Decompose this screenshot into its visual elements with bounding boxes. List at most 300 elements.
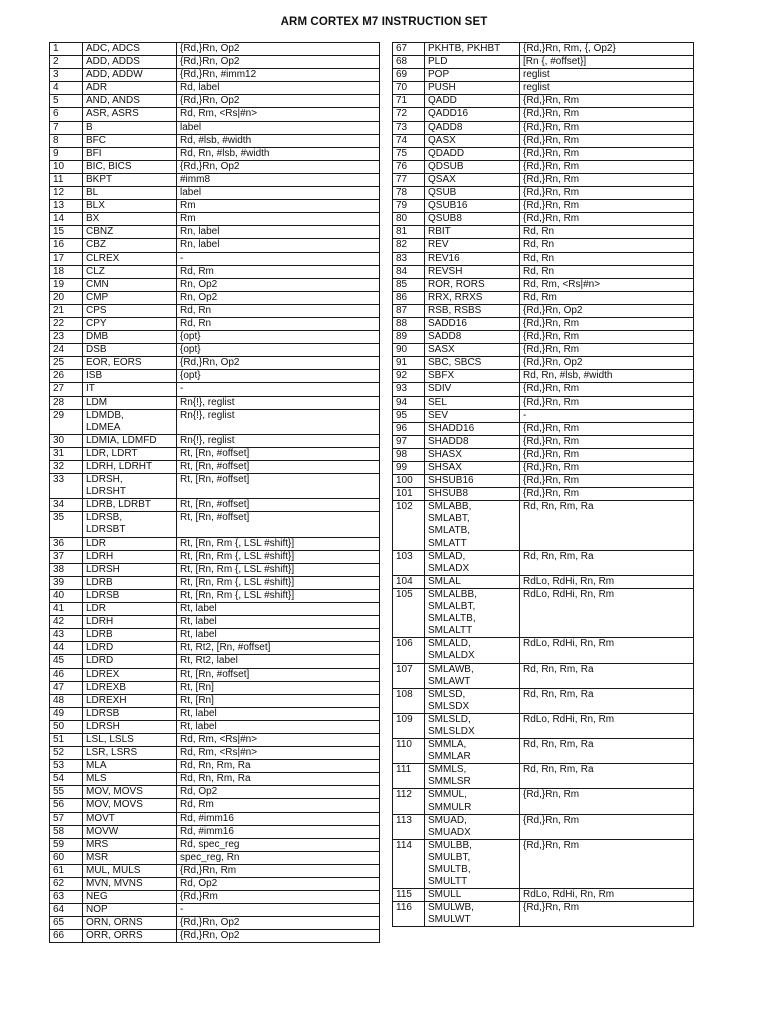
instruction-number: 7 [50, 121, 83, 134]
instruction-mnemonic: ADR [83, 82, 177, 95]
table-row [393, 357, 694, 370]
instruction-operands: {Rd,}Rn, Op2 [177, 95, 380, 108]
instruction-operands: Rd, Rn, Rm, Ra [520, 550, 694, 575]
instruction-number: 104 [393, 575, 425, 588]
instruction-mnemonic: MLS [83, 773, 177, 786]
instruction-number: 100 [393, 475, 425, 488]
instruction-mnemonic: SHADD8 [425, 435, 520, 448]
instruction-number: 2 [50, 56, 83, 69]
instruction-number: 98 [393, 448, 425, 461]
instruction-mnemonic: LSR, LSRS [83, 747, 177, 760]
table-row [50, 655, 380, 668]
instruction-number: 29 [50, 409, 83, 434]
instruction-table-left-body [50, 43, 380, 943]
instruction-number: 27 [50, 383, 83, 396]
instruction-operands: Rd, Rm, <Rs|#n> [177, 733, 380, 746]
instruction-number: 95 [393, 409, 425, 422]
table-row [50, 396, 380, 409]
table-row [393, 814, 694, 839]
table-row [393, 501, 694, 550]
instruction-number: 92 [393, 370, 425, 383]
table-row [393, 889, 694, 902]
instruction-number: 43 [50, 629, 83, 642]
instruction-number: 57 [50, 812, 83, 825]
table-row [393, 95, 694, 108]
instruction-operands: Rt, label [177, 616, 380, 629]
table-row [50, 344, 380, 357]
table-row [50, 121, 380, 134]
table-row [50, 409, 380, 434]
instruction-mnemonic: QDADD [425, 147, 520, 160]
table-row [50, 265, 380, 278]
instruction-operands: {Rd,}Rn, Rm [520, 488, 694, 501]
instruction-operands: Rn{!}, reglist [177, 396, 380, 409]
table-row [393, 638, 694, 663]
instruction-mnemonic: MSR [83, 851, 177, 864]
instruction-operands: {Rd,}Rn, Rm [520, 814, 694, 839]
instruction-mnemonic: IT [83, 383, 177, 396]
instruction-operands: Rt, [Rn] [177, 681, 380, 694]
instruction-number: 25 [50, 357, 83, 370]
instruction-operands: reglist [520, 69, 694, 82]
instruction-mnemonic: LDRSH, LDRSHT [83, 474, 177, 499]
table-row [393, 550, 694, 575]
instruction-mnemonic: LSL, LSLS [83, 733, 177, 746]
table-row [393, 252, 694, 265]
table-row [393, 108, 694, 121]
table-row [50, 82, 380, 95]
instruction-operands: {opt} [177, 344, 380, 357]
instruction-mnemonic: SHASX [425, 448, 520, 461]
table-row [393, 764, 694, 789]
table-row [393, 575, 694, 588]
instruction-operands: Rd, Rn, Rm, Ra [520, 688, 694, 713]
instruction-mnemonic: SMMLS, SMMLSR [425, 764, 520, 789]
instruction-number: 76 [393, 160, 425, 173]
instruction-number: 20 [50, 291, 83, 304]
instruction-mnemonic: SHSUB8 [425, 488, 520, 501]
instruction-mnemonic: SDIV [425, 383, 520, 396]
instruction-number: 41 [50, 603, 83, 616]
instruction-mnemonic: SMLALBB, SMLALBT, SMLALTB, SMLALTT [425, 588, 520, 637]
instruction-operands: RdLo, RdHi, Rn, Rm [520, 889, 694, 902]
instruction-mnemonic: SMMLA, SMMLAR [425, 739, 520, 764]
instruction-number: 23 [50, 331, 83, 344]
instruction-operands: {Rd,}Rn, Rm [520, 317, 694, 330]
instruction-number: 36 [50, 537, 83, 550]
instruction-operands: {Rd,}Rn, Rm [520, 108, 694, 121]
instruction-mnemonic: LDRSB [83, 707, 177, 720]
instruction-number: 1 [50, 43, 83, 56]
instruction-mnemonic: PLD [425, 56, 520, 69]
instruction-mnemonic: REV [425, 239, 520, 252]
instruction-number: 77 [393, 173, 425, 186]
instruction-number: 91 [393, 357, 425, 370]
instruction-mnemonic: QADD8 [425, 121, 520, 134]
instruction-number: 88 [393, 317, 425, 330]
instruction-mnemonic: BFC [83, 134, 177, 147]
table-row [50, 589, 380, 602]
instruction-operands: {Rd,}Rn, Op2 [177, 917, 380, 930]
table-row [50, 603, 380, 616]
instruction-mnemonic: REV16 [425, 252, 520, 265]
instruction-operands: Rd, #imm16 [177, 825, 380, 838]
instruction-operands: Rt, label [177, 720, 380, 733]
table-row [393, 173, 694, 186]
instruction-number: 38 [50, 563, 83, 576]
instruction-operands: {Rd,}Rn, #imm12 [177, 69, 380, 82]
instruction-operands: Rd, #lsb, #width [177, 134, 380, 147]
instruction-number: 96 [393, 422, 425, 435]
instruction-number: 83 [393, 252, 425, 265]
instruction-operands: Rt, [Rn, Rm {, LSL #shift}] [177, 563, 380, 576]
instruction-mnemonic: ADD, ADDS [83, 56, 177, 69]
instruction-table-right [392, 42, 694, 927]
instruction-number: 109 [393, 713, 425, 738]
instruction-mnemonic: LDRSH [83, 563, 177, 576]
instruction-operands: - [177, 252, 380, 265]
instruction-mnemonic: SEL [425, 396, 520, 409]
instruction-operands: Rd, Rm, <Rs|#n> [177, 747, 380, 760]
table-row [393, 187, 694, 200]
instruction-operands: Rt, [Rn, Rm {, LSL #shift}] [177, 576, 380, 589]
table-row [50, 134, 380, 147]
instruction-operands: {Rd,}Rn, Rm [520, 95, 694, 108]
table-row [50, 747, 380, 760]
table-row [50, 331, 380, 344]
instruction-operands: Rt, [Rn, #offset] [177, 447, 380, 460]
instruction-mnemonic: LDRB [83, 629, 177, 642]
instruction-operands: Rd, Rm [520, 291, 694, 304]
instruction-number: 42 [50, 616, 83, 629]
table-row [50, 461, 380, 474]
instruction-operands: {Rd,}Rn, Rm [520, 789, 694, 814]
instruction-operands: {Rd,}Rn, Rm [520, 396, 694, 409]
instruction-operands: Rd, Rn, #lsb, #width [177, 147, 380, 160]
instruction-number: 39 [50, 576, 83, 589]
instruction-number: 26 [50, 370, 83, 383]
instruction-number: 80 [393, 213, 425, 226]
instruction-mnemonic: BLX [83, 200, 177, 213]
instruction-operands: Rt, label [177, 629, 380, 642]
instruction-operands: RdLo, RdHi, Rn, Rm [520, 638, 694, 663]
instruction-mnemonic: MOVW [83, 825, 177, 838]
table-row [393, 370, 694, 383]
instruction-number: 64 [50, 904, 83, 917]
instruction-mnemonic: LDREX [83, 668, 177, 681]
instruction-number: 74 [393, 134, 425, 147]
table-row [50, 56, 380, 69]
instruction-mnemonic: QSUB8 [425, 213, 520, 226]
instruction-mnemonic: B [83, 121, 177, 134]
instruction-operands: {Rd,}Rn, Rm [520, 448, 694, 461]
instruction-operands: Rt, Rt2, [Rn, #offset] [177, 642, 380, 655]
table-row [50, 917, 380, 930]
table-row [393, 839, 694, 888]
instruction-mnemonic: BIC, BICS [83, 160, 177, 173]
table-row [50, 160, 380, 173]
instruction-mnemonic: DSB [83, 344, 177, 357]
instruction-mnemonic: QSAX [425, 173, 520, 186]
instruction-operands: {opt} [177, 370, 380, 383]
instruction-number: 37 [50, 550, 83, 563]
table-row [50, 537, 380, 550]
instruction-operands: #imm8 [177, 173, 380, 186]
instruction-number: 46 [50, 668, 83, 681]
table-row [393, 82, 694, 95]
instruction-mnemonic: PUSH [425, 82, 520, 95]
instruction-mnemonic: LDR, LDRT [83, 447, 177, 460]
instruction-number: 103 [393, 550, 425, 575]
instruction-mnemonic: SMULL [425, 889, 520, 902]
instruction-number: 10 [50, 160, 83, 173]
table-row [50, 825, 380, 838]
instruction-number: 5 [50, 95, 83, 108]
table-row [50, 200, 380, 213]
instruction-operands: Rm [177, 200, 380, 213]
instruction-number: 82 [393, 239, 425, 252]
table-row [50, 904, 380, 917]
instruction-operands: Rt, [Rn, #offset] [177, 499, 380, 512]
table-row [393, 213, 694, 226]
table-row [50, 108, 380, 121]
table-row [50, 616, 380, 629]
instruction-number: 114 [393, 839, 425, 888]
instruction-number: 47 [50, 681, 83, 694]
table-row [50, 370, 380, 383]
instruction-number: 14 [50, 213, 83, 226]
instruction-operands: spec_reg, Rn [177, 851, 380, 864]
instruction-operands: - [177, 383, 380, 396]
instruction-operands: Rn, label [177, 226, 380, 239]
instruction-operands: Rn, Op2 [177, 291, 380, 304]
instruction-number: 53 [50, 760, 83, 773]
instruction-mnemonic: QSUB16 [425, 200, 520, 213]
table-row [393, 475, 694, 488]
table-row [50, 43, 380, 56]
instruction-number: 34 [50, 499, 83, 512]
instruction-operands: Rd, Rn, Rm, Ra [520, 764, 694, 789]
instruction-number: 32 [50, 461, 83, 474]
table-row [393, 291, 694, 304]
instruction-number: 81 [393, 226, 425, 239]
instruction-operands: Rd, Rn [177, 317, 380, 330]
instruction-mnemonic: EOR, EORS [83, 357, 177, 370]
instruction-mnemonic: NOP [83, 904, 177, 917]
instruction-operands: Rd, spec_reg [177, 838, 380, 851]
instruction-operands: Rd, Rn, Rm, Ra [520, 663, 694, 688]
instruction-mnemonic: QADD [425, 95, 520, 108]
instruction-mnemonic: LDRH [83, 550, 177, 563]
table-row [393, 239, 694, 252]
instruction-number: 97 [393, 435, 425, 448]
instruction-number: 30 [50, 434, 83, 447]
table-row [393, 344, 694, 357]
instruction-operands: [Rn {, #offset}] [520, 56, 694, 69]
table-row [393, 713, 694, 738]
instruction-number: 115 [393, 889, 425, 902]
table-row [50, 891, 380, 904]
instruction-operands: {Rd,}Rn, Rm [520, 462, 694, 475]
instruction-number: 89 [393, 331, 425, 344]
instruction-table-left [49, 42, 380, 943]
table-row [50, 760, 380, 773]
instruction-number: 52 [50, 747, 83, 760]
instruction-operands: Rt, [Rn, #offset] [177, 512, 380, 537]
instruction-number: 9 [50, 147, 83, 160]
instruction-number: 65 [50, 917, 83, 930]
instruction-operands: Rt, [Rn, Rm {, LSL #shift}] [177, 550, 380, 563]
table-row [393, 317, 694, 330]
instruction-operands: Rd, Op2 [177, 878, 380, 891]
instruction-mnemonic: CMN [83, 278, 177, 291]
instruction-mnemonic: LDRSB [83, 589, 177, 602]
table-row [393, 304, 694, 317]
instruction-mnemonic: LDMIA, LDMFD [83, 434, 177, 447]
instruction-number: 28 [50, 396, 83, 409]
table-row [50, 226, 380, 239]
table-row [50, 930, 380, 943]
instruction-operands: Rd, Rn, Rm, Ra [177, 760, 380, 773]
instruction-operands: Rd, Rn [520, 239, 694, 252]
instruction-operands: Rd, Rn, Rm, Ra [520, 501, 694, 550]
instruction-mnemonic: SMLAWB, SMLAWT [425, 663, 520, 688]
instruction-number: 61 [50, 864, 83, 877]
instruction-operands: Rd, Rn [520, 265, 694, 278]
instruction-mnemonic: CPS [83, 304, 177, 317]
table-row [393, 396, 694, 409]
instruction-number: 21 [50, 304, 83, 317]
table-row [50, 357, 380, 370]
instruction-number: 54 [50, 773, 83, 786]
instruction-number: 18 [50, 265, 83, 278]
instruction-operands: {Rd,}Rn, Rm [520, 213, 694, 226]
table-row [393, 789, 694, 814]
instruction-number: 105 [393, 588, 425, 637]
instruction-operands: Rd, Op2 [177, 786, 380, 799]
table-row [50, 851, 380, 864]
instruction-operands: RdLo, RdHi, Rn, Rm [520, 575, 694, 588]
instruction-operands: {Rd,}Rn, Rm [520, 200, 694, 213]
table-row [393, 448, 694, 461]
instruction-number: 110 [393, 739, 425, 764]
table-row [393, 160, 694, 173]
instruction-number: 75 [393, 147, 425, 160]
instruction-operands: - [177, 904, 380, 917]
instruction-number: 101 [393, 488, 425, 501]
instruction-operands: Rd, Rn, Rm, Ra [520, 739, 694, 764]
instruction-mnemonic: SHSUB16 [425, 475, 520, 488]
instruction-mnemonic: SADD8 [425, 331, 520, 344]
instruction-operands: Rt, label [177, 603, 380, 616]
table-row [50, 147, 380, 160]
instruction-mnemonic: LDRSH [83, 720, 177, 733]
table-row [50, 642, 380, 655]
instruction-mnemonic: CPY [83, 317, 177, 330]
table-row [50, 317, 380, 330]
instruction-number: 107 [393, 663, 425, 688]
instruction-operands: {Rd,}Rn, Op2 [177, 357, 380, 370]
instruction-mnemonic: MOV, MOVS [83, 799, 177, 812]
table-row [50, 694, 380, 707]
instruction-mnemonic: LDRH, LDRHT [83, 461, 177, 474]
instruction-number: 8 [50, 134, 83, 147]
instruction-operands: Rt, [Rn, Rm {, LSL #shift}] [177, 589, 380, 602]
instruction-number: 70 [393, 82, 425, 95]
instruction-mnemonic: SMLSD, SMLSDX [425, 688, 520, 713]
table-row [50, 383, 380, 396]
instruction-operands: Rt, Rt2, label [177, 655, 380, 668]
instruction-mnemonic: ORR, ORRS [83, 930, 177, 943]
instruction-number: 16 [50, 239, 83, 252]
instruction-mnemonic: BFI [83, 147, 177, 160]
instruction-number: 6 [50, 108, 83, 121]
instruction-operands: Rn{!}, reglist [177, 434, 380, 447]
instruction-mnemonic: SHSAX [425, 462, 520, 475]
instruction-operands: {Rd,}Rn, Op2 [520, 357, 694, 370]
instruction-operands: {Rd,}Rn, Op2 [177, 160, 380, 173]
instruction-mnemonic: LDRSB, LDRSBT [83, 512, 177, 537]
table-row [393, 409, 694, 422]
instruction-mnemonic: CBNZ [83, 226, 177, 239]
table-row [393, 147, 694, 160]
instruction-operands: Rt, [Rn, #offset] [177, 474, 380, 499]
instruction-number: 49 [50, 707, 83, 720]
instruction-operands: Rd, Rn [520, 226, 694, 239]
instruction-operands: Rn, label [177, 239, 380, 252]
table-row [50, 499, 380, 512]
instruction-mnemonic: RSB, RSBS [425, 304, 520, 317]
table-row [50, 786, 380, 799]
instruction-number: 72 [393, 108, 425, 121]
instruction-operands: Rd, Rm [177, 265, 380, 278]
instruction-number: 102 [393, 501, 425, 550]
table-row [393, 383, 694, 396]
instruction-mnemonic: PKHTB, PKHBT [425, 43, 520, 56]
table-row [393, 462, 694, 475]
instruction-number: 48 [50, 694, 83, 707]
instruction-number: 93 [393, 383, 425, 396]
table-row [393, 902, 694, 927]
instruction-mnemonic: ADC, ADCS [83, 43, 177, 56]
table-row [393, 69, 694, 82]
instruction-operands: {Rd,}Rn, Rm, {, Op2} [520, 43, 694, 56]
instruction-operands: {Rd,}Rn, Rm [520, 435, 694, 448]
instruction-operands: Rn{!}, reglist [177, 409, 380, 434]
instruction-number: 15 [50, 226, 83, 239]
instruction-operands: Rd, Rm [177, 799, 380, 812]
instruction-operands: Rt, [Rn] [177, 694, 380, 707]
instruction-mnemonic: BX [83, 213, 177, 226]
instruction-mnemonic: LDRD [83, 642, 177, 655]
table-row [393, 226, 694, 239]
instruction-operands: {Rd,}Rn, Rm [520, 839, 694, 888]
instruction-number: 87 [393, 304, 425, 317]
instruction-mnemonic: REVSH [425, 265, 520, 278]
instruction-number: 60 [50, 851, 83, 864]
table-row [50, 187, 380, 200]
table-row [50, 173, 380, 186]
table-row [50, 474, 380, 499]
instruction-operands: {Rd,}Rn, Op2 [177, 930, 380, 943]
instruction-operands: Rd, Rn [177, 304, 380, 317]
instruction-operands: {Rd,}Rn, Op2 [177, 43, 380, 56]
instruction-mnemonic: QADD16 [425, 108, 520, 121]
instruction-number: 90 [393, 344, 425, 357]
instruction-mnemonic: LDREXH [83, 694, 177, 707]
instruction-operands: Rt, [Rn, Rm {, LSL #shift}] [177, 537, 380, 550]
instruction-mnemonic: ORN, ORNS [83, 917, 177, 930]
